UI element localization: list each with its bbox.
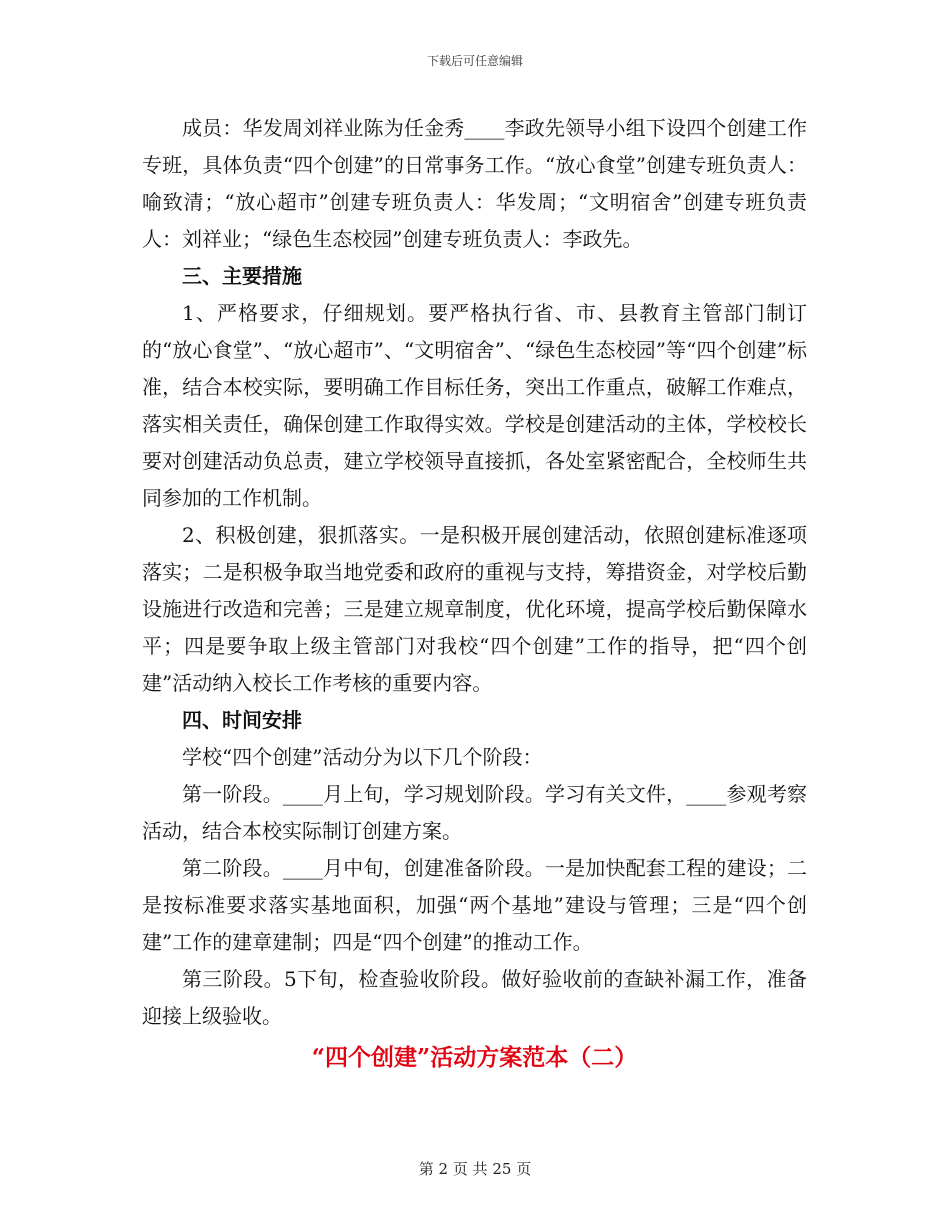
page-header-note: 下载后可任意编辑: [426, 54, 523, 68]
paragraph-stage-1: 第一阶段。____月上旬，学习规划阶段。学习有关文件，____参观考察活动，结合本校实际制订创建方案。: [142, 782, 807, 843]
document-body: [142, 110, 807, 1076]
section-heading-measures: 三、主要措施: [182, 264, 302, 288]
paragraph-measure-1: 1、严格要求，仔细规划。要严格执行省、市、县教育主管部门制订的“放心食堂”、“放心超市”、“文明宿舍”、“绿色生态校园”等“四个创建”标准，结合本校实际，要明确工作目标任务，突出工作重点，破解工作难点，落实相关责任，确保创建工作取得实效。学校是创建活动的主体，学校校长要对创建活动负总责，建立学校领导直接抓，各处室紧密配合，全校师生共同参加的工作机制。: [142, 301, 807, 510]
paragraph-stage-2: 第二阶段。____月中旬，创建准备阶段。一是加快配套工程的建设；二是按标准要求落实基地面积，加强“两个基地”建设与管理；三是“四个创建”工作的建章建制；四是“四个创建”的推动工作。: [142, 856, 807, 954]
paragraph-schedule-intro: 学校“四个创建”活动分为以下几个阶段：: [182, 745, 543, 769]
paragraph-stage-3: 第三阶段。5下旬，检查验收阶段。做好验收前的查缺补漏工作，准备迎接上级验收。: [142, 967, 807, 1028]
paragraph-members: 成员：华发周刘祥业陈为任金秀____李政先领导小组下设四个创建工作专班，具体负责“四个创建”的日常事务工作。“放心食堂”创建专班负责人：喻致清；“放心超市”创建专班负责人：华发周；“文明宿舍”创建专班负责人：刘祥业；“绿色生态校园”创建专班负责人：李政先。: [142, 116, 807, 251]
next-document-title: “四个创建”活动方案范本（二）: [311, 1044, 638, 1071]
paragraph-measure-2: 2、积极创建，狠抓落实。一是积极开展创建活动，依照创建标准逐项落实；二是积极争取当地党委和政府的重视与支持，筹措资金，对学校后勤设施进行改造和完善；三是建立规章制度，优化环境，提高学校后勤保障水平；四是要争取上级主管部门对我校“四个创建”工作的指导，把“四个创建”活动纳入校长工作考核的重要内容。: [142, 523, 807, 695]
page-number-footer: 第 2 页 共 25 页: [418, 1160, 532, 1178]
section-heading-schedule: 四、时间安排: [182, 708, 302, 732]
